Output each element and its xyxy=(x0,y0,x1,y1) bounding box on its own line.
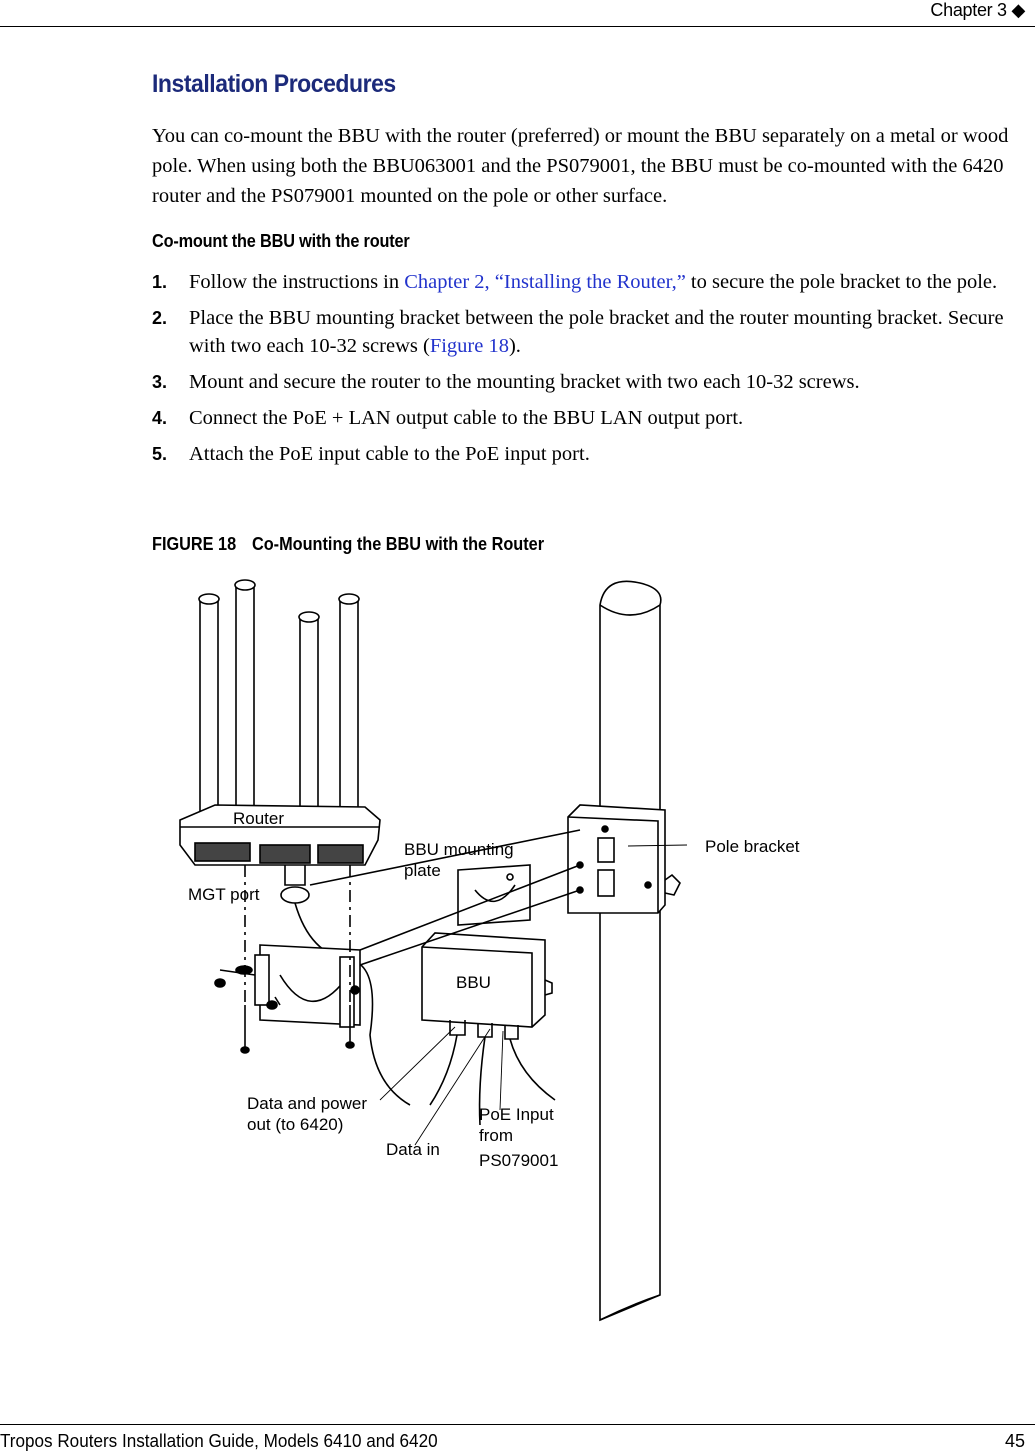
page-header xyxy=(0,0,1035,27)
co-mount-diagram xyxy=(160,565,880,1355)
callout-mgt-port: MGT port xyxy=(188,885,260,904)
step-number: 3. xyxy=(152,372,168,392)
step-text: to secure the pole bracket to the pole. xyxy=(685,271,998,293)
step-number: 2. xyxy=(152,308,168,328)
callout-poe-source: PS079001 xyxy=(479,1151,559,1170)
step-text: Connect the PoE + LAN output cable to the BBU LAN output port. xyxy=(189,407,744,429)
pole xyxy=(600,581,661,1320)
callout-data-in: Data in xyxy=(386,1140,440,1159)
chapter-marker: Chapter 3 ◆ xyxy=(930,0,1025,20)
figure-caption xyxy=(152,533,544,555)
step-number: 4. xyxy=(152,408,168,428)
page-footer xyxy=(0,1424,1035,1455)
procedure-heading: Co-mount the BBU with the router xyxy=(152,230,410,251)
step-item xyxy=(152,268,1032,296)
bbu-mounting-plate xyxy=(458,865,530,925)
section-title: Installation Procedures xyxy=(152,70,396,98)
callout-data-power: Data and power xyxy=(247,1094,368,1113)
antennas xyxy=(199,580,359,835)
step-text: Place the BBU mounting bracket between the pole bracket and the router mounting bracket. Secure with two each 10-32 screws ( xyxy=(189,307,1004,357)
chapter-2-link[interactable]: Chapter 2, “Installing the Router,” xyxy=(404,271,686,293)
intro-paragraph: You can co-mount the BBU with the router (preferred) or mount the BBU separately on a metal or wood pole. When using both the BBU063001 and the PS079001, the BBU must be co-mounted with the 6420 router and the PS079001 mounted on the pole or other surface. xyxy=(152,125,1009,207)
step-item xyxy=(152,440,1032,468)
step-number: 5. xyxy=(152,444,168,464)
figure-title: Co-Mounting the BBU with the Router xyxy=(251,533,545,554)
step-item xyxy=(152,404,1032,432)
callout-poe-input: PoE Input xyxy=(479,1105,554,1124)
step-text: Attach the PoE input cable to the PoE input port. xyxy=(189,443,590,465)
router-mounting-bracket xyxy=(215,945,360,1027)
callout-poe-from: from xyxy=(479,1126,513,1145)
step-item xyxy=(152,304,1032,360)
step-text: Mount and secure the router to the mounting bracket with two each 10-32 screws. xyxy=(189,371,860,393)
step-item xyxy=(152,368,1032,396)
callout-bbu: BBU xyxy=(456,973,491,992)
step-text: ). xyxy=(508,335,521,357)
pole-bracket xyxy=(568,805,680,913)
callout-bbu-mounting: BBU mounting xyxy=(404,840,514,859)
figure-18-link[interactable]: Figure 18 xyxy=(429,335,509,357)
step-number: 1. xyxy=(152,272,168,292)
callout-pole-bracket: Pole bracket xyxy=(705,837,800,856)
procedure-steps xyxy=(152,268,1032,476)
page-number: 45 xyxy=(1004,1431,1025,1451)
callout-router: Router xyxy=(233,809,285,828)
callout-data-power-out: out (to 6420) xyxy=(247,1115,344,1134)
figure-label: FIGURE 18 xyxy=(152,533,237,554)
step-text: Follow the instructions in xyxy=(189,271,405,293)
callout-bbu-mounting-plate: plate xyxy=(404,861,441,880)
document-title: Tropos Routers Installation Guide, Models 6410 and 6420 xyxy=(0,1431,438,1451)
